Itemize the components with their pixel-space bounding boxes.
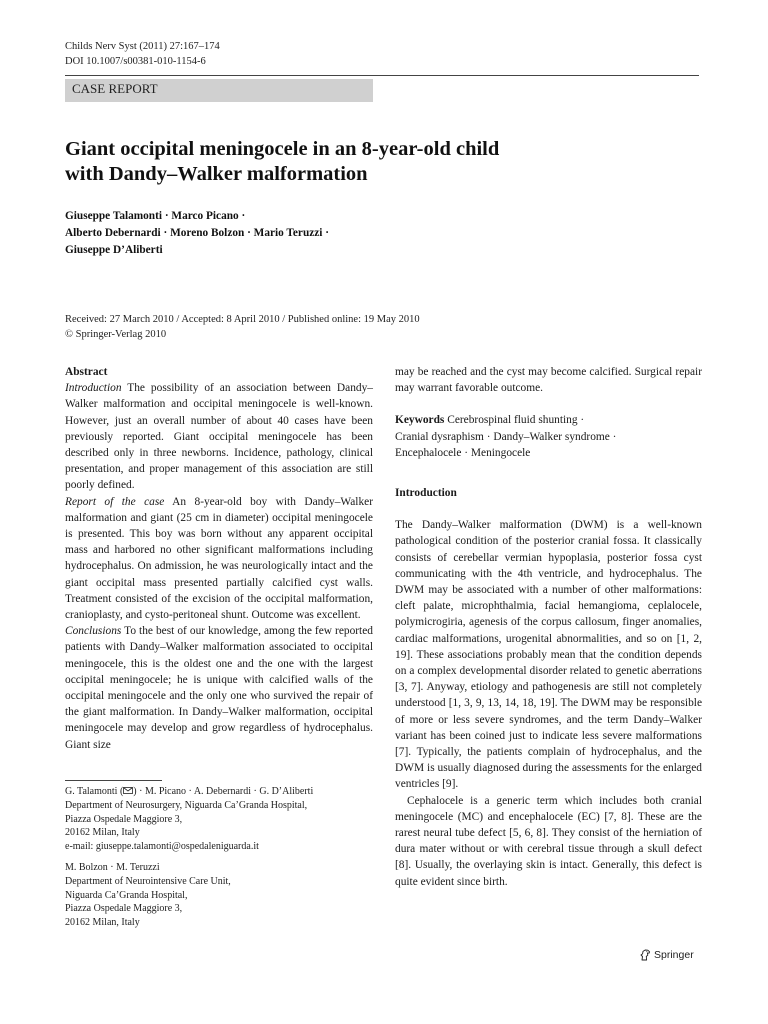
affiliation-dept-2: Department of Neurointensive Care Unit, bbox=[65, 875, 231, 887]
intro-label: Introduction bbox=[65, 382, 122, 395]
affiliation-dept-1: Department of Neurosurgery, Niguarda Ca’Granda Hospital, bbox=[65, 799, 308, 811]
copyright-line bbox=[65, 328, 420, 343]
copyright-text: Springer-Verlag 2010 bbox=[75, 328, 167, 340]
keywords-label: Keywords bbox=[395, 414, 445, 427]
introduction-heading: Introduction bbox=[395, 487, 457, 500]
dates-line: Received: 27 March 2010 / Accepted: 8 April 2010 / Published online: 19 May 2010 bbox=[65, 314, 420, 325]
conclusions-text: To the best of our knowledge, among the few reported patients with Dandy–Walker malformation associated to occipital meningocele, this is the oldest one and the one with the largest occipital meningocele; he is unique with calcified walls of the occipital meningocele and the only one who survived the repair of the giant malformation. In Dandy–Walker malformation, occipital meningocele may develop and grow regardless of hydrocephalus. Giant size bbox=[65, 625, 373, 751]
affiliation-addr-1b: 20162 Milan, Italy bbox=[65, 827, 140, 839]
affiliation-names-1: G. Talamonti ( ) · M. Picano · A. Debernardi · G. D’Aliberti bbox=[65, 786, 314, 797]
author-list bbox=[65, 208, 329, 259]
keywords-line-2: Cranial dysraphism · Dandy–Walker syndrome · bbox=[395, 430, 617, 443]
intro-text: The possibility of an association between Dandy–Walker malformation and occipital meningocele is well-known. However, just an overall number of about 40 cases have been previously reported. Giant occipital meningocele has been described only in three newborns. Incidence, pathology, clinical presentation, and proper management of this association are still poorly defined. bbox=[65, 382, 373, 492]
authors-line-1: Giuseppe Talamonti · Marco Picano · bbox=[65, 210, 246, 222]
affiliation-group-1 bbox=[65, 785, 373, 854]
affiliation-hospital-2: Niguarda Ca’Granda Hospital, bbox=[65, 889, 188, 901]
abstract-introduction bbox=[65, 380, 373, 493]
abstract-case bbox=[65, 494, 373, 624]
journal-citation: Childs Nerv Syst (2011) 27:167–174 bbox=[65, 41, 220, 52]
abstract-conclusions bbox=[65, 623, 373, 753]
affiliation-rule bbox=[65, 780, 162, 781]
conclusions-label: Conclusions bbox=[65, 625, 122, 638]
authors-line-2: Alberto Debernardi · Moreno Bolzon · Mario Teruzzi · bbox=[65, 227, 329, 239]
journal-header bbox=[65, 40, 220, 69]
introduction-paragraph-2: Cephalocele is a generic term which includes both cranial meningocele (MC) and encephalocele (EC) [7, 8]. These are the rarest neural tube defect [5, 6, 8]. They consist of the herniation of dura mater without or with cerebral tissue through a skull defect [8]. Usually, the overlaying skin is intact. Generally, this defect is quite evident since birth. bbox=[395, 794, 702, 888]
keywords bbox=[395, 412, 702, 461]
publisher-name: Springer bbox=[654, 949, 694, 961]
publisher-logo bbox=[640, 948, 694, 962]
corresponding-email: e-mail: giuseppe.talamonti@ospedaleniguarda.it bbox=[65, 841, 259, 853]
springer-horse-icon bbox=[640, 949, 651, 961]
affiliation-addr-2a: Piazza Ospedale Maggiore 3, bbox=[65, 903, 183, 915]
article-title bbox=[65, 137, 685, 187]
case-label: Report of the case bbox=[65, 495, 165, 508]
doi: DOI 10.1007/s00381-010-1154-6 bbox=[65, 55, 206, 67]
title-line-1: Giant occipital meningocele in an 8-year-old child bbox=[65, 138, 500, 160]
article-type-band bbox=[65, 79, 373, 102]
keywords-line-3: Encephalocele · Meningocele bbox=[395, 446, 531, 459]
case-text: An 8-year-old boy with Dandy–Walker malformation and giant (25 cm in diameter) occipital meningocele is presented. This boy was born without any apparent occipital mass and harbored no other significant malformations including hydrocephalus. On admission, he was neurologically intact and the giant occipital mass presented partially calcified cyst walls. Treatment consisted of the excision of the occipital malformation, cranioplasty, and cysto-peritoneal shunt. Outcome was excellent. bbox=[65, 495, 374, 622]
right-column bbox=[395, 364, 702, 890]
left-column bbox=[65, 364, 373, 753]
affiliation-names-2: M. Bolzon · M. Teruzzi bbox=[65, 862, 160, 873]
introduction-paragraph-1: The Dandy–Walker malformation (DWM) is a well-known pathological condition of the posterior cranial fossa. It classically consists of cerebellar vermian hypoplasia, posterior fossa cyst communicating with the 4th ventricle, and hydrocephalus. The DWM may be associated with a number of other malformations: cleft palate, microphthalmia, facial hemangioma, ceplalocele, polymicrogiria, agenesis of the corpus callosum, finger anomalies, cardiac malformations, urogenital abnormalities, and so on [1, 2, 19]. These associations probably mean that the condition depends on a complex developmental disorder related to genetic aberrations [3, 7]. Anyway, etiology and pathogenesis are still not completely understood [1, 3, 9, 13, 14, 18, 19]. The DWM may be responsible of more or less severe syndromes, and the term Dandy–Walker variant has been coined just to indicate less severe malformations [7]. Typically, the patients complain of hydrocephalus, and the DWM is usually diagnosed during the assessments for the enlarged ventricles [9]. bbox=[395, 519, 702, 791]
abstract-continuation: may be reached and the cyst may become calcified. Surgical repair may warrant favorable outcome. bbox=[395, 366, 702, 395]
article-type: CASE REPORT bbox=[72, 81, 158, 96]
affiliation-addr-1a: Piazza Ospedale Maggiore 3, bbox=[65, 813, 183, 825]
envelope-icon bbox=[123, 787, 133, 794]
abstract-heading: Abstract bbox=[65, 366, 108, 378]
authors-line-3: Giuseppe D’Aliberti bbox=[65, 244, 163, 256]
header-rule bbox=[65, 75, 699, 76]
copyright-icon: © bbox=[65, 328, 73, 340]
affiliation-addr-2b: 20162 Milan, Italy bbox=[65, 917, 140, 929]
publication-dates bbox=[65, 313, 420, 342]
title-line-2: with Dandy–Walker malformation bbox=[65, 163, 368, 185]
keywords-line-1: Cerebrospinal fluid shunting · bbox=[447, 414, 585, 427]
affiliation-group-2 bbox=[65, 861, 373, 930]
